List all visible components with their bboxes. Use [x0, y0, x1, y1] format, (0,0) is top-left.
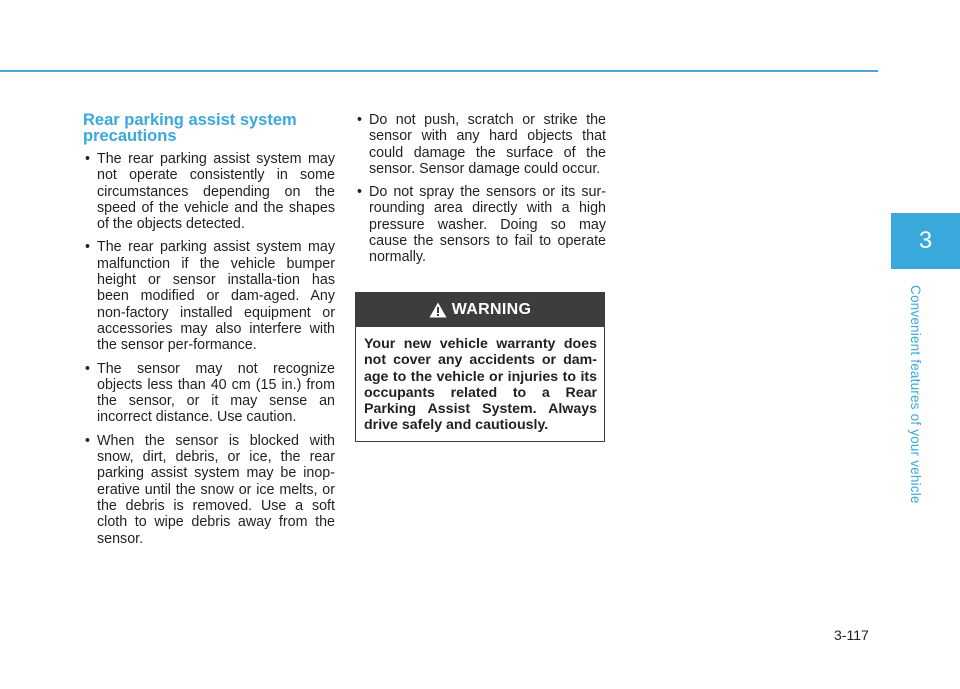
page-number: 3-117: [834, 627, 869, 643]
warning-triangle-icon: [429, 302, 447, 318]
right-bullet-list: [355, 112, 606, 266]
list-item: • The rear parking assist system may malfunction if the vehicle bumper height or sensor installa-tion has been modified or dam-aged. Any non-factory installed equipment or accessories may also interfere with the sensor per-formance.: [83, 239, 335, 353]
list-item: • Do not spray the sensors or its sur-rounding area directly with a high pressure washer. Doing so may cause the sensors to fail to operate normally.: [355, 184, 606, 265]
chapter-tab: [891, 213, 960, 269]
section-title: Rear parking assist system precautions: [83, 111, 297, 145]
list-item: • The sensor may not recognize objects less than 40 cm (15 in.) from the sensor, or it may sense an incorrect distance. Use caution.: [83, 361, 335, 426]
chapter-number: 3: [918, 227, 933, 254]
middle-column: [355, 112, 606, 273]
warning-title: WARNING: [451, 301, 532, 318]
list-item: • When the sensor is blocked with snow, dirt, debris, or ice, the rear parking assist system may be inop-erative until the snow or ice melts, or the debris is removed. Use a soft cloth to wipe debris away from the sensor.: [83, 433, 335, 547]
left-column: [83, 112, 335, 554]
warning-header: [356, 293, 604, 327]
warning-text: Your new vehicle warranty does not cover any accidents or dam-age to the vehicle or injuries to its occupants related to a Rear Parking Assist System. Always drive safely and cautiously.: [364, 336, 597, 434]
chapter-title: Convenient features of your vehicle: [908, 285, 923, 504]
left-bullet-list: [83, 151, 335, 547]
list-item: • The rear parking assist system may not operate consistently in some circumstances depending on the speed of the vehicle and the shapes of the objects detected.: [83, 151, 335, 232]
list-item: • Do not push, scratch or strike the sensor with any hard objects that could damage the surface of the sensor. Sensor damage could occur.: [355, 112, 606, 177]
warning-box: [355, 292, 605, 442]
header-rule: [0, 70, 878, 72]
